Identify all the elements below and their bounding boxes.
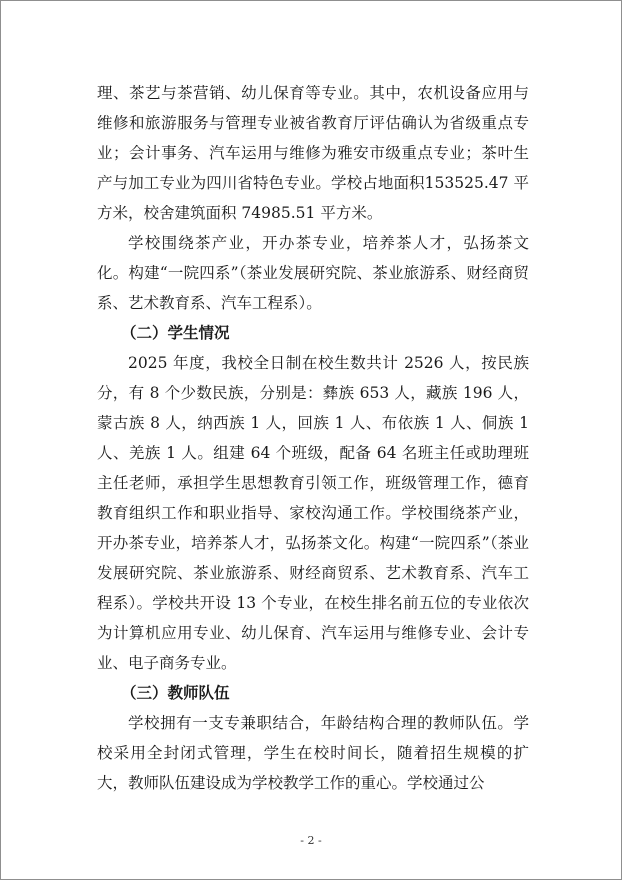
section-heading-teachers: （三）教师队伍 — [121, 683, 230, 702]
paragraph-teachers: 学校拥有一支专兼职结合，年龄结构合理的教师队伍。学校采用全封闭式管理，学生在校时间长，随着招生规模的扩大，教师队伍建设成为学校教学工作的重心。学校通过公 — [97, 714, 529, 792]
paragraph-students: 2025 年度，我校全日制在校生数共计 2526 人，按民族分，有 8 个少数民族，分别是：彝族 653 人，藏族 196 人，蒙古族 8 人，纳西族 1 人，回族 1 人、布依族 1 人、侗族 1人、羌族 1 人。组建 64 个班级，配备 64 名班主任或助理班主任老师，承担学生思想教育引领工作，班级管理工作，德育教育组织工作和职业指导、家校沟通工作。学校围绕茶产业，开办茶专业，培养茶人才，弘扬茶文化。构建“一院四系”（茶业发展研究院、茶业旅游系、财经商贸系、艺术教育系、汽车工程系）。学校共开设 13 个专业，在校生排名前五位的专业依次为计算机应用专业、幼儿保育、汽车运用与维修专业、会计专业、电子商务专业。 — [97, 354, 529, 672]
section-heading-students: （二）学生情况 — [121, 323, 230, 342]
paragraph-tea-industry: 学校围绕茶产业，开办茶专业，培养茶人才，弘扬茶文化。构建“一院四系”（茶业发展研究院、茶业旅游系、财经商贸系、艺术教育系、汽车工程系）。 — [97, 234, 529, 312]
page-number: - 2 - — [300, 834, 322, 847]
document-body — [97, 78, 529, 798]
paragraph-majors: 理、茶艺与茶营销、幼儿保育等专业。其中，农机设备应用与维修和旅游服务与管理专业被省教育厅评估确认为省级重点专业；会计事务、汽车运用与维修为雅安市级重点专业；茶叶生产与加工专业为四川省特色专业。学校占地面积153525.47 平方米，校舍建筑面积 74985.51 平方米。 — [97, 84, 529, 222]
